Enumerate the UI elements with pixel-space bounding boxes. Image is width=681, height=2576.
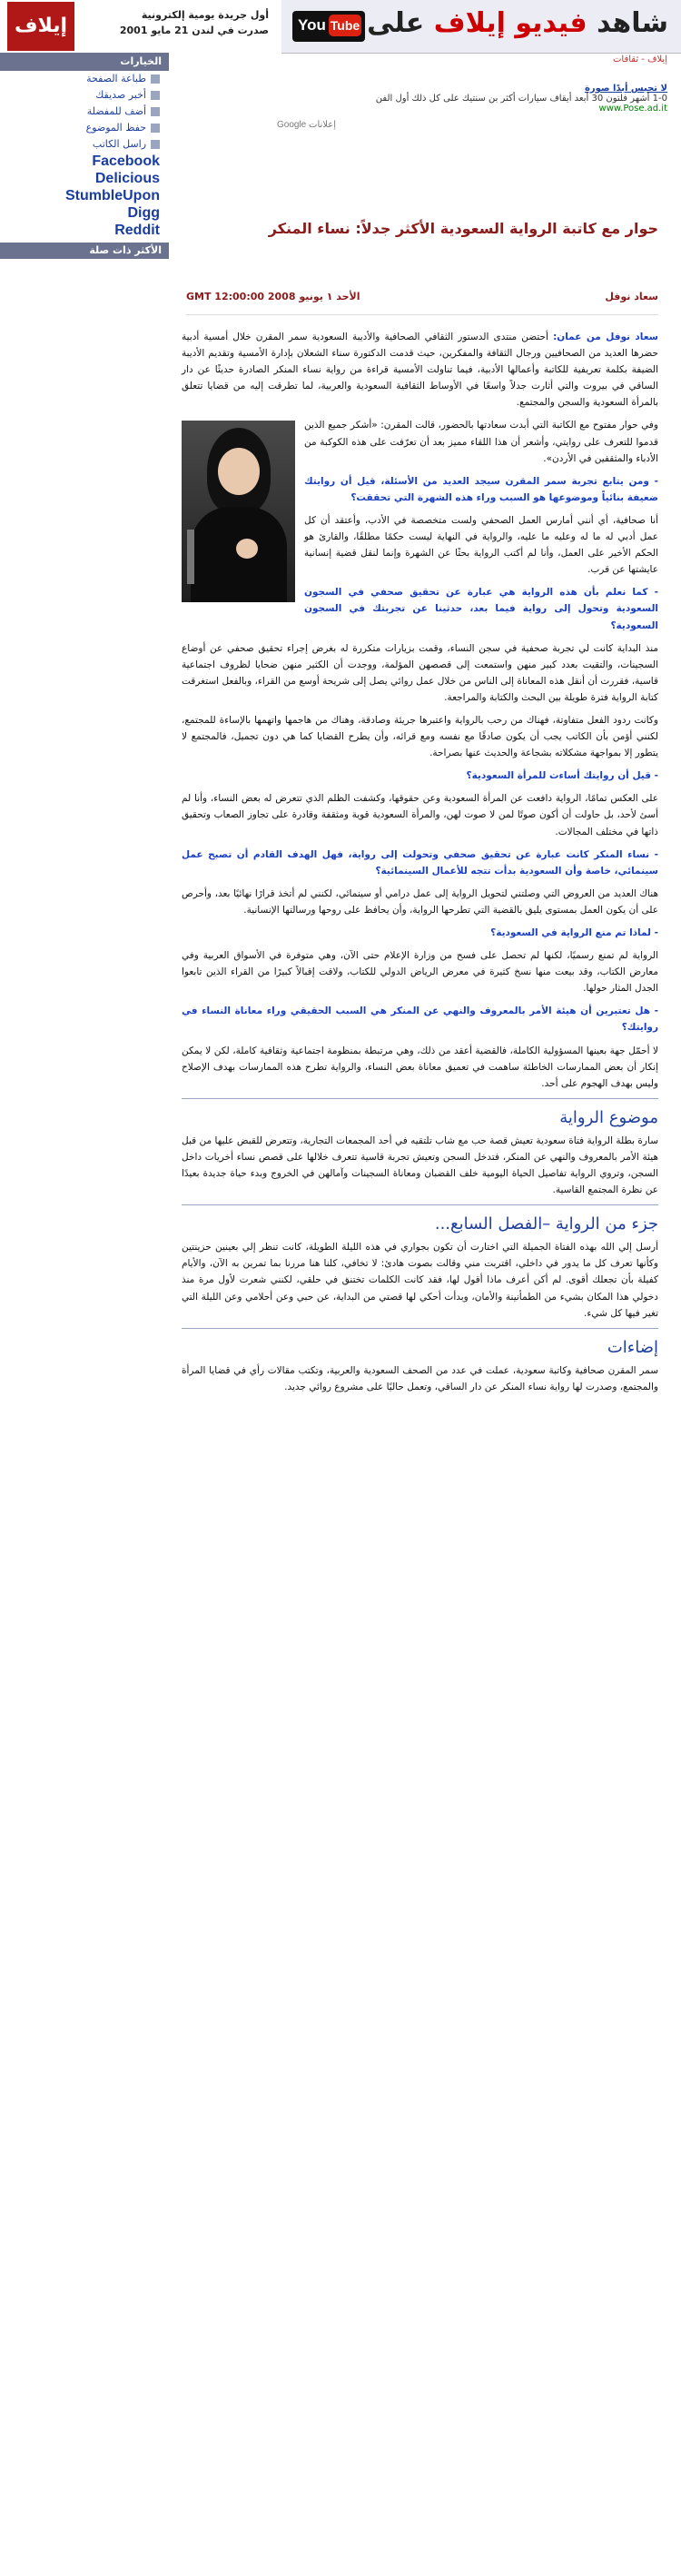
page-title: حوار مع كاتبة الرواية السعودية الأكثر جدلاً: نساء المنكر xyxy=(268,220,658,237)
sidebar-foot[interactable] xyxy=(0,243,169,259)
paragraph xyxy=(182,640,658,706)
elaph-tagline-1: أول جريدة يومية إلكترونية xyxy=(141,9,269,21)
social-stumbleupon[interactable]: StumbleUpon xyxy=(65,188,160,203)
question-text: - كما نعلم بأن هذه الرواية هي عبارة عن تحقيق صحفي في السجون السعودية وتحول إلى رواية فيما بعد، حدثينا عن تجربتك في السجون السعودية؟ xyxy=(304,587,658,631)
youtube-tube: Tube xyxy=(329,15,361,36)
elaph-logo[interactable]: إيلاف xyxy=(7,2,74,51)
print-icon xyxy=(151,74,160,84)
question xyxy=(182,1003,658,1035)
sidebar-item-label: أضف للمفضلة xyxy=(86,105,146,117)
question xyxy=(182,768,658,784)
mail-icon xyxy=(151,91,160,100)
youtube-banner-text xyxy=(367,7,668,39)
section-heading-novel-topic: موضوع الرواية xyxy=(559,1107,658,1127)
byline xyxy=(186,291,658,312)
sidebar-item-label: راسل الكاتب xyxy=(92,138,146,150)
section-heading-excerpt: جزء من الرواية –الفصل السابع... xyxy=(434,1214,658,1234)
question xyxy=(182,925,658,941)
youtube-text-2: فيديو إيلاف xyxy=(433,7,587,39)
paragraph-text: أحتضن منتدى الدستور الثقافي الصحافية والأديبة السعودية سمر المقرن خلال أمسية أدبية حضرها العديد من الصحافيين ورجال الثقافة والمفكرين، حيث قدمت الدكتورة سناء الشعلان بإدارة الأمسية وتقديم الأديبة الضيفة بكلمة تعريفية للكاتبة وأعمالها الأدبية، فيما تناولت الأمسية قراءة من رواية نساء المنكر الصادرة حديثًا عن دار الساقي في بيروت والتي أثارت جدلاً واسعًا في الأوساط الثقافية السعودية والعربية، لما تطرقت إليه من قضايا تتعلق بالمرأة السعودية والسجن والمجتمع. xyxy=(182,332,658,409)
envelope-icon xyxy=(151,140,160,149)
sidebar-foot-label: الأكثر ذات صلة xyxy=(89,244,162,256)
sidebar-item-contact-author[interactable] xyxy=(0,136,169,153)
paragraph-text: أنا صحافية، أي أنني أمارس العمل الصحفي ولست متخصصة في الأدب، وأعتقد أن كل عمل أدبي له ما له وعليه ما عليه، والرواية في النهاية ليست حكمًا مطلقًا، والقارئ هو الحكم الأخير على العمل، وأنا لم أكتب الرواية بحثًا عن الشهرة وإنما لنقل قضية إنسانية عايشتها عن قرب. xyxy=(304,514,658,576)
author-name: سعاد نوفل xyxy=(605,291,658,302)
section-text: سارة بطلة الرواية فتاة سعودية تعيش قصة حب مع شاب تلتقيه في أحد المجمعات التجارية، وتتعرض للقبض عليها من قبل هيئة الأمر بالمعروف والنهي عن المنكر، فتدخل السجن وتعيش تجربة قاسية تتعرف خلالها على قصص نساء أخريات داخل السجن، وتروي الرواية تفاصيل الحياة اليومية خلف القضبان ومعاناة السجينات وآمالهن في الخروج وبدء حياة جديدة بعيدًا عن نظرة المجتمع القاسية. xyxy=(182,1134,658,1196)
sidebar-item-label: أخبر صديقك xyxy=(95,89,146,101)
author-photo xyxy=(182,421,295,602)
section-text: أرسل إلي الله بهذه الفتاة الجميلة التي اختارت أن تكون بجواري في هذه الليلة الطويلة، كانت تنظر إلي بعينين حزينتين وكأنها تعرف كل ما يدور في داخلي، اقتربت مني وقالت بصوت هادئ: لا تخافي، كلنا هنا مررنا بما تمرين به الآن، والأيام كفيلة بأن تجعلك أقوى. لم أكن أعرف ماذا أقول لها، فقد كانت الكلمات تختنق في حلقي، لكنني شعرت لأول مرة منذ دخولي هذا المكان بشيء من الطمأنينة والأمان، وبدأت أحكي لها قصتي من البداية، عن حبي وعن أحلامي وعن الليلة التي تغير فيها كل شيء. xyxy=(182,1242,658,1319)
paragraph-text: وكانت ردود الفعل متفاوتة، فهناك من رحب بالرواية واعتبرها جريئة وصادقة، وهناك من هاجمها واتهمها بالإساءة للمجتمع، لكنني أؤمن بأن الكاتب يجب أن يكون صادقًا مع نفسه ومع قرائه، وأن يطرح القضايا كما هي دون تجميل، فالمجتمع لا يتطور إلا بمواجهة مشكلاته بشجاعة والحديث عنها بصراحة. xyxy=(182,714,658,759)
question-text: - قيل أن روايتك أساءت للمرأة السعودية؟ xyxy=(466,770,658,782)
google-ad[interactable] xyxy=(277,84,667,138)
question-text: - هل تعتبرين أن هيئة الأمر بالمعروف والنهي عن المنكر هي السبب الحقيقي وراء معاناة النساء في روايتك؟ xyxy=(182,1006,658,1034)
youtube-banner[interactable] xyxy=(281,0,681,54)
section-text: سمر المقرن صحافية وكاتبة سعودية، عملت في عدد من الصحف السعودية والعربية، وتكتب مقالات رأي في قضايا المرأة والمجتمع، وصدرت لها رواية نساء المنكر عن دار الساقي، وتعمل حاليًا على مشروع روائي جديد. xyxy=(182,1364,658,1392)
save-icon xyxy=(151,124,160,133)
sidebar-head xyxy=(0,53,169,71)
question-text: - نساء المنكر كانت عبارة عن تحقيق صحفي وتحولت إلى رواية، فهل الهدف القادم أن تصبح عمل سينمائي، خاصة وأن السعودية بدأت تتجه للأعمال السينمائية؟ xyxy=(182,848,658,877)
paragraph-lead: سعاد نوفل من عمان: xyxy=(553,332,659,342)
paragraph-text: وفي حوار مفتوح مع الكاتبة التي أبدت سعادتها بالحضور، قالت المقرن: «أشكر جميع الذين قدموا للتعرف على روايتي، وأشعر أن هذا اللقاء مميز بعد أن تعرّفت على هذه الكوكبة من الأدباء والمثقفين في الأردن». xyxy=(304,420,658,464)
social-delicious[interactable]: Delicious xyxy=(94,171,160,186)
youtube-text-3: على xyxy=(367,7,425,39)
section-heading-highlights: إضاءات xyxy=(607,1337,658,1357)
article-body xyxy=(182,329,658,1402)
publish-date: الأحد ١ يونيو 2008 GMT 12:00:00 xyxy=(186,291,360,302)
paragraph xyxy=(182,1043,658,1092)
youtube-logo-icon[interactable] xyxy=(292,11,365,42)
sidebar-item-print[interactable] xyxy=(0,71,169,87)
social-facebook[interactable]: Facebook xyxy=(92,154,160,169)
question xyxy=(182,847,658,879)
google-ads-label[interactable]: Google إعلانات xyxy=(277,120,336,130)
ad-url[interactable]: www.Pose.ad.it xyxy=(598,104,667,114)
elaph-banner[interactable] xyxy=(0,0,277,53)
sidebar-item-label: حفظ الموضوع xyxy=(85,122,146,134)
section-divider xyxy=(182,1204,658,1205)
ad-text: 1-0 أشهر فلتون 30 أبعد أيقاف سيارات أكثر بن سنتيك على كل ذلك أول الفن xyxy=(375,94,667,104)
social-reddit[interactable]: Reddit xyxy=(114,223,160,238)
section-divider xyxy=(182,1328,658,1329)
elaph-tagline xyxy=(87,7,269,38)
article-content xyxy=(173,53,667,2569)
options-sidebar xyxy=(0,53,169,256)
sidebar-item-tell-friend[interactable] xyxy=(0,87,169,104)
paragraph-text: منذ البداية كانت لي تجربة صحفية في سجن النساء، وقمت بزيارات متكررة له بغرض إجراء تحقيق صحفي عن أوضاع السجينات، والتقيت بعدد كبير منهن واستمعت إلى قصصهن المؤلمة، ووجدت أن الكثير منهن ضحايا لظروف اجتماعية قاسية، فقررت أن أنقل هذه المعاناة إلى الناس من خلال عمل روائي يصل إلى شريحة أوسع من القراء، وبالفعل استغرقت كتابة الرواية فترة طويلة بين البحث والكتابة والمراجعة. xyxy=(182,642,658,703)
section-divider xyxy=(182,1098,658,1099)
breadcrumb[interactable]: إيلاف - ثقافات xyxy=(613,54,667,64)
sidebar-head-label: الخيارات xyxy=(120,55,162,67)
ad-link[interactable]: لا تحبس أبدًا صورة xyxy=(584,84,667,94)
paragraph-text: الرواية لم تمنع رسميًا، لكنها لم تحصل على فسح من وزارة الإعلام حتى الآن، وهي متوفرة في الأسواق العربية وفي معارض الكتاب، وقد بيعت منها نسخ كثيرة في معرض الرياض الدولي للكتاب، ولاقت إقبالاً كبيرًا من القراء الذين تابعوا الجدل المثار حولها. xyxy=(182,950,658,995)
paragraph xyxy=(182,790,658,839)
site-header xyxy=(0,0,681,53)
paragraph-text: على العكس تمامًا، الرواية دافعت عن المرأة السعودية وعن حقوقها، وكشفت الظلم الذي تتعرض له بعض النساء، وأنا لم أسئ لأحد، بل حاولت أن أكون صوتًا لمن لا صوت لهن، والمرأة السعودية قوية ومثقفة وقادرة على تجاوز الصعاب وتحقيق ذاتها في مختلف المجالات. xyxy=(182,793,658,837)
question-text: - لماذا تم منع الرواية في السعودية؟ xyxy=(490,927,658,938)
sidebar-item-label: طباعة الصفحة xyxy=(86,73,146,84)
sidebar-item-favorite[interactable] xyxy=(0,104,169,120)
microphone-icon xyxy=(187,530,194,584)
paragraph-text: لا أحمّل جهة بعينها المسؤولية الكاملة، فالقضية أعقد من ذلك، وهي مرتبطة بمنظومة اجتماعية وثقافية كاملة، لكن لا يمكن إنكار أن بعض الممارسات الخاطئة ساهمت في تعميق معاناة بعض النساء، والرواية تطرح هذه الممارسات بهدف الإصلاح وليس بهدف الهجوم على أحد. xyxy=(182,1045,658,1089)
sidebar-item-save[interactable] xyxy=(0,120,169,136)
youtube-you: You xyxy=(298,16,326,34)
paragraph-text: هناك العديد من العروض التي وصلتني لتحويل الرواية إلى عمل درامي أو سينمائي، لكنني لم أتخذ قرارًا نهائيًا بعد، وأحرص على أن يكون العمل بمستوى يليق بالقضية التي تطرحها الرواية، وأن يحافظ على روحها ورسالتها الإنسانية. xyxy=(182,887,658,916)
divider xyxy=(186,314,658,315)
social-digg[interactable]: Digg xyxy=(127,205,160,221)
paragraph xyxy=(182,329,658,411)
paragraph xyxy=(182,712,658,761)
question-text: - ومن يتابع تجربة سمر المقرن سيجد العديد من الأسئلة، قيل أن روايتك ضعيفة بنائياً وموضوعها هو السبب وراء هذه الشهرة التي تحققت؟ xyxy=(304,475,658,503)
star-icon xyxy=(151,107,160,116)
paragraph xyxy=(182,886,658,918)
paragraph xyxy=(182,947,658,996)
youtube-text-1: شاهد xyxy=(597,7,668,39)
elaph-tagline-2: صدرت في لندن 21 مايو 2001 xyxy=(119,25,269,36)
